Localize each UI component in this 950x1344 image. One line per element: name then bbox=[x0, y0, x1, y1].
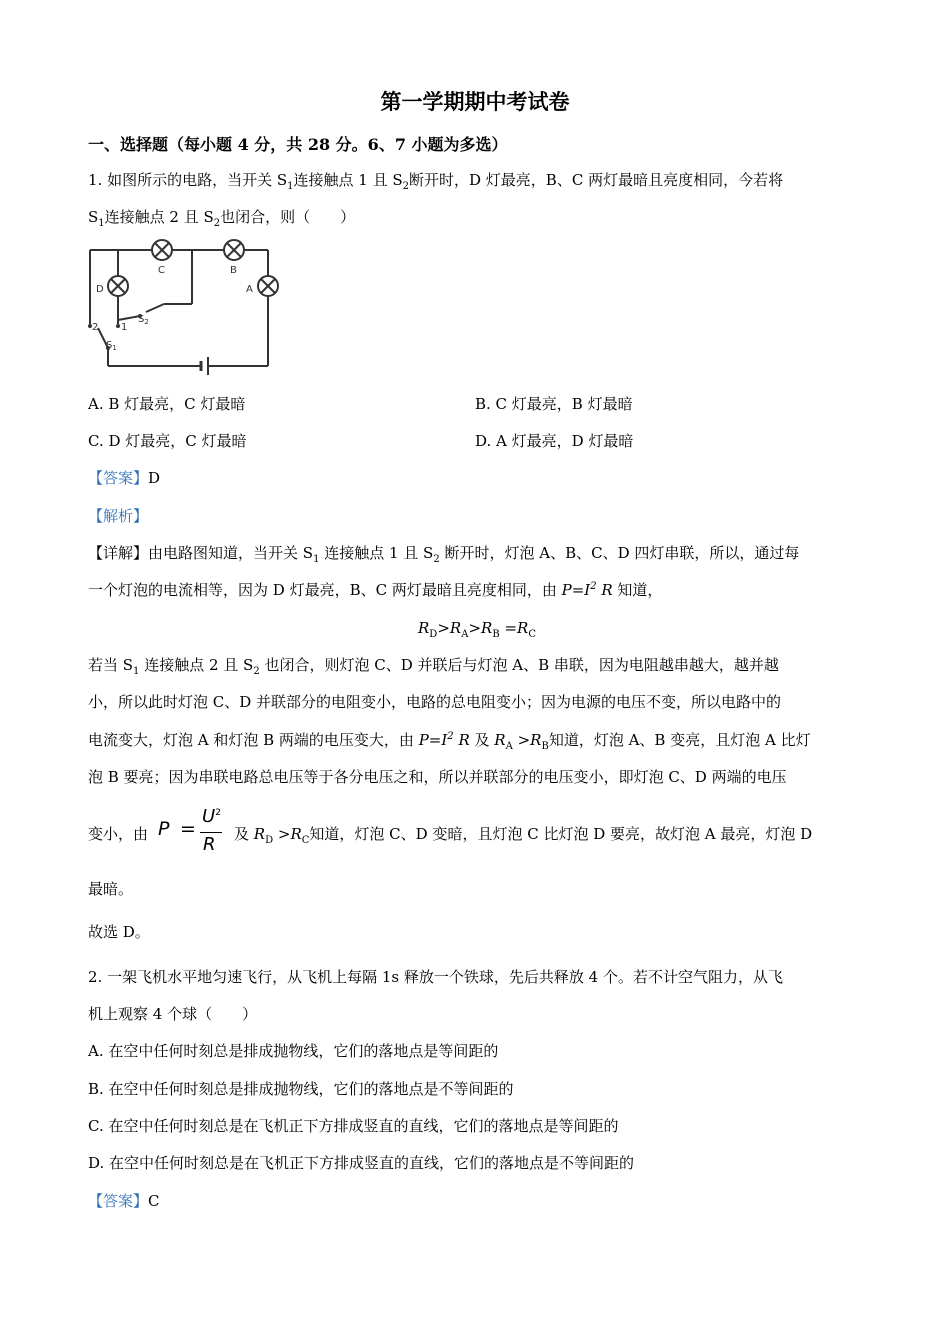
q2-stem-line-2: 机上观察 4 个球（ ） bbox=[88, 1005, 258, 1023]
q2-stem-line-1: 2. 一架飞机水平地匀速飞行，从飞机上每隔 1s 释放一个铁球，先后共释放 4 个。若不计空气阻力，从飞 bbox=[88, 968, 783, 986]
q1-detail-line-5: 电流变大，灯泡 A 和灯泡 B 两端的电压变大，由 $P=I^2$ R 及 $R_A >R_B$知道，灯泡 A、B 变亮，且灯泡 A 比灯 bbox=[88, 731, 811, 752]
q1-option-c: C. D 灯最亮，C 灯最暗 bbox=[88, 432, 247, 450]
q1-option-d: D. A 灯最亮，D 灯最暗 bbox=[475, 432, 634, 450]
q1-detail-line-8: 最暗。 bbox=[88, 880, 134, 898]
q1-detail-line-4: 小，所以此时灯泡 C、D 并联部分的电阻变小，电路的总电阻变小；因为电源的电压不变，所以电路中的 bbox=[88, 693, 782, 711]
q1-detail-line-7-b: 及 $R_D >R_C$知道，灯泡 C、D 变暗，且灯泡 C 比灯泡 D 要亮，故灯泡 A 最亮，灯泡 D bbox=[234, 825, 813, 846]
q1-answer: 【答案】D bbox=[88, 469, 161, 487]
circuit-diagram bbox=[80, 236, 290, 382]
q1-resistance-inequality: $R_D>R_A>R_B =R_C$ bbox=[418, 619, 536, 640]
lamp-d-icon bbox=[108, 276, 128, 296]
label-contact-1: 1 bbox=[121, 322, 128, 333]
lamp-a-icon bbox=[258, 276, 278, 296]
page-title: 第一学期期中考试卷 bbox=[380, 89, 570, 114]
label-b: B bbox=[230, 265, 237, 276]
q1-stem-line-1: 1. 如图所示的电路，当开关 $S_1$连接触点 1 且 $S_2$断开时，D 灯最亮，B、C 两灯最暗且亮度相同，今若将 bbox=[88, 171, 784, 192]
fraction-bar bbox=[200, 832, 222, 833]
label-s2: $S_2$ bbox=[138, 314, 149, 326]
lamp-b-icon bbox=[224, 240, 244, 260]
label-d: D bbox=[96, 284, 104, 295]
power-formula: P = $U^2$ R bbox=[158, 806, 221, 855]
q2-option-c: C. 在空中任何时刻总是在飞机正下方排成竖直的直线，它们的落地点是等间距的 bbox=[88, 1117, 619, 1135]
q1-option-b: B. C 灯最亮，B 灯最暗 bbox=[475, 395, 633, 413]
label-a: A bbox=[246, 284, 253, 295]
q2-option-d: D. 在空中任何时刻总是在飞机正下方排成竖直的直线，它们的落地点是不等间距的 bbox=[88, 1154, 635, 1172]
q1-detail-line-3: 若当 $S_1$ 连接触点 2 且 $S_2$ 也闭合，则灯泡 C、D 并联后与灯泡 A、B 串联，因为电阻越串越大，越并越 bbox=[88, 656, 779, 677]
q1-detail-line-7-a: 变小，由 bbox=[88, 825, 149, 843]
label-s1: $S_1$ bbox=[106, 340, 117, 352]
lamp-c-icon bbox=[152, 240, 172, 260]
q1-option-a: A. B 灯最亮，C 灯最暗 bbox=[88, 395, 246, 413]
q1-stem-line-2: $S_1$连接触点 2 且 $S_2$也闭合，则（ ） bbox=[88, 208, 356, 229]
label-contact-2: 2 bbox=[92, 322, 99, 333]
label-c: C bbox=[158, 265, 165, 276]
q2-option-b: B. 在空中任何时刻总是排成抛物线，它们的落地点是不等间距的 bbox=[88, 1080, 514, 1098]
section-heading: 一、选择题（每小题 4 分，共 28 分。6、7 小题为多选） bbox=[88, 135, 508, 154]
q1-detail-line-2: 一个灯泡的电流相等，因为 D 灯最亮，B、C 两灯最暗且亮度相同，由 $P=I^2$ R 知道， bbox=[88, 581, 663, 599]
q1-analysis-tag: 【解析】 bbox=[88, 507, 149, 525]
q2-answer: 【答案】C bbox=[88, 1192, 160, 1210]
q1-conclusion: 故选 D。 bbox=[88, 923, 150, 941]
q1-detail-line-6: 泡 B 要亮；因为串联电路总电压等于各分电压之和，所以并联部分的电压变小，即灯泡 C、D 两端的电压 bbox=[88, 768, 787, 786]
q1-detail-line-1: 【详解】由电路图知道，当开关 $S_1$ 连接触点 1 且 $S_2$ 断开时，灯泡 A、B、C、D 四灯串联，所以，通过每 bbox=[88, 544, 800, 565]
q2-option-a: A. 在空中任何时刻总是排成抛物线，它们的落地点是等间距的 bbox=[88, 1042, 499, 1060]
